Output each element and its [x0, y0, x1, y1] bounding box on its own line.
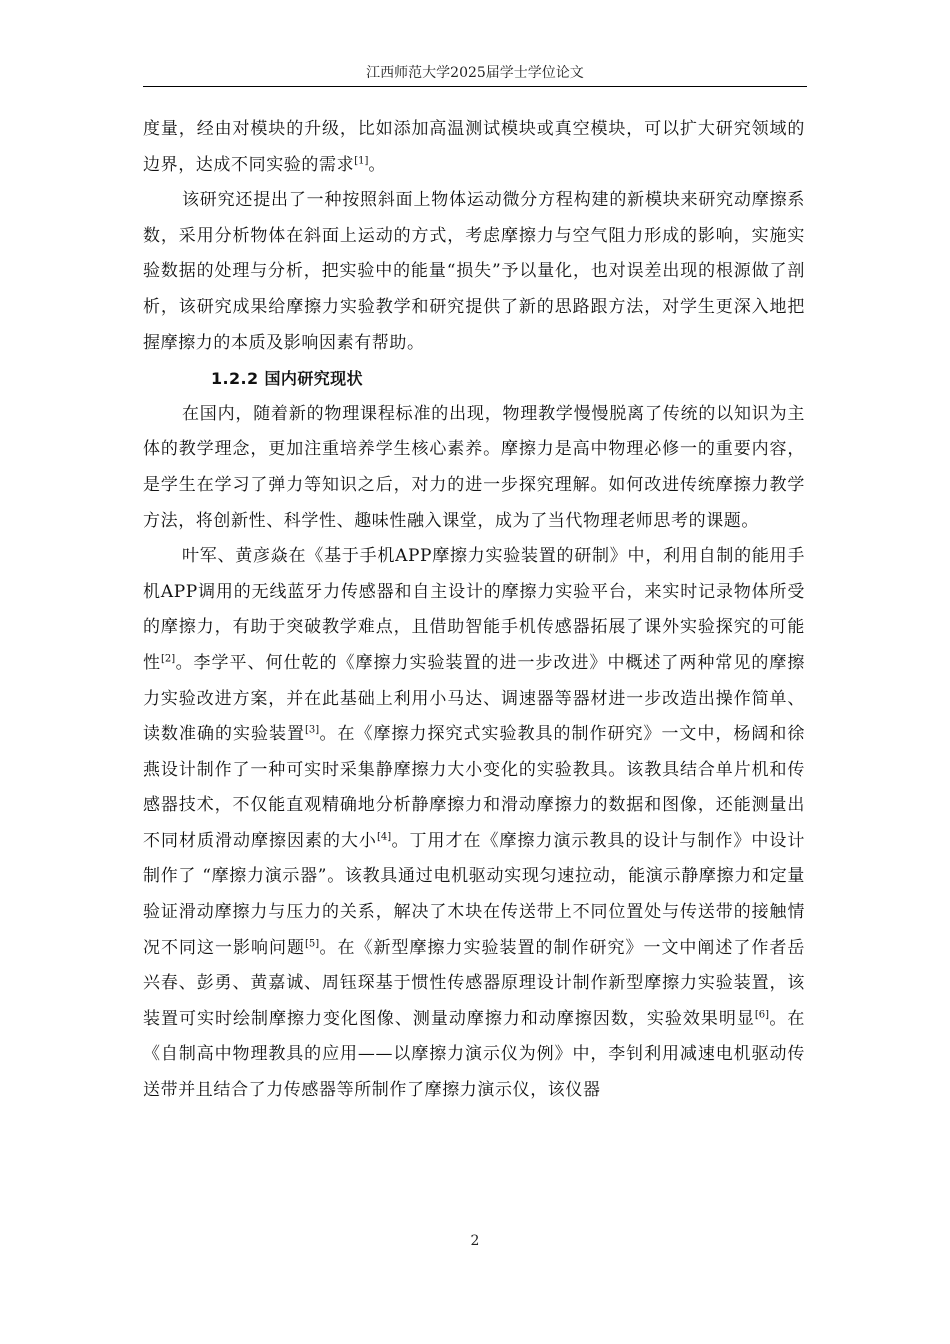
header-rule [143, 86, 807, 87]
paragraph-1 [143, 112, 805, 183]
citation-3: [3] [304, 724, 320, 736]
page-number: 2 [470, 1233, 480, 1249]
paragraph-2: 该研究还提出了一种按照斜面上物体运动微分方程构建的新模块来研究动摩擦系数，采用分析物体在斜面上运动的方式，考虑摩擦力与空气阻力形成的影响，实施实验数据的处理与分析，把实验中的能量“损失”予以量化，也对误差出现的根源做了剖析，该研究成果给摩擦力实验教学和研究提供了新的思路跟方法，对学生更深入地把握摩擦力的本质及影响因素有帮助。 [143, 190, 805, 353]
paragraph-4-sentence-1: 叶军、黄彦焱在《基于手机APP摩擦力实验装置的研制》中，利用自制的能用手机APP调用的无线蓝牙力传感器和自主设计的摩擦力实验平台，来实时记录物体所受的摩擦力，有助于突破教学难点，且借助智能手机传感器拓展了课外实验探究的可能性 [143, 546, 805, 673]
paragraph-1-end: 。 [368, 154, 386, 175]
citation-4: [4] [376, 831, 392, 843]
citation-1: [1] [354, 154, 369, 166]
running-header: 江西师范大学2025届学士学位论文 [366, 65, 584, 81]
paragraph-4-sentence-5: 。在《新型摩擦力实验装置的制作研究》一文中阐述了作者岳兴春、彭勇、黄嘉诚、周钰琛基于惯性传感器原理设计制作新型摩擦力实验装置，该装置可实时绘制摩擦力变化图像、测量动摩擦力和动摩擦因数，实验效果明显 [143, 937, 806, 1029]
body-text [143, 112, 805, 1109]
paragraph-4-sentence-2: 。李学平、何仕乾的《摩擦力实验装置的进一步改进》中概述了两种常见的摩擦力实验改进方案，并在此基础上利用小马达、调速器等器材进一步改造出操作简单、读数准确的实验装置 [143, 652, 805, 745]
citation-5: [5] [304, 938, 320, 949]
citation-2: [2] [161, 653, 176, 665]
paragraph-4-sentence-6: 。在《自制高中物理教具的应用——以摩擦力演示仪为例》中，李钊利用减速电机驱动传送带并且结合了力传感器等所制作了摩擦力演示仪，该仪器 [143, 1008, 805, 1101]
paragraph-4-sentence-3: 。在《摩擦力探究式实验教具的制作研究》一文中，杨阔和徐燕设计制作了一种可实时采集静摩擦力大小变化的实验教具。该教具结合单片机和传感器技术，不仅能直观精确地分析静摩擦力和滑动摩擦力的数据和图像，还能测量出不同材质滑动摩擦因素的大小 [143, 724, 806, 851]
paragraph-1-text: 度量，经由对模块的升级，比如添加高温测试模块或真空模块，可以扩大研究领域的边界，达成不同实验的需求 [143, 119, 805, 175]
paragraph-3: 在国内，随着新的物理课程标准的出现，物理教学慢慢脱离了传统的以知识为主体的教学理念，更加注重培养学生核心素养。摩擦力是高中物理必修一的重要内容，是学生在学习了弹力等知识之后，对力的进一步探究理解。如何改进传统摩擦力教学方法，将创新性、科学性、趣味性融入课堂，成为了当代物理老师思考的课题。 [143, 403, 805, 531]
section-heading: 1.2.2 国内研究现状 [211, 369, 363, 389]
paragraph-4-sentence-4: 。丁用才在《摩擦力演示教具的设计与制作》中设计制作了 “摩擦力演示器”。该教具通过电机驱动实现匀速拉动，能演示静摩擦力和定量验证滑动摩擦力与压力的关系，解决了木块在传送带上不同位置处与传送带的接触情况不同这一影响问题 [143, 830, 805, 958]
citation-6: [6] [754, 1009, 769, 1021]
paragraph-4 [143, 539, 805, 1109]
